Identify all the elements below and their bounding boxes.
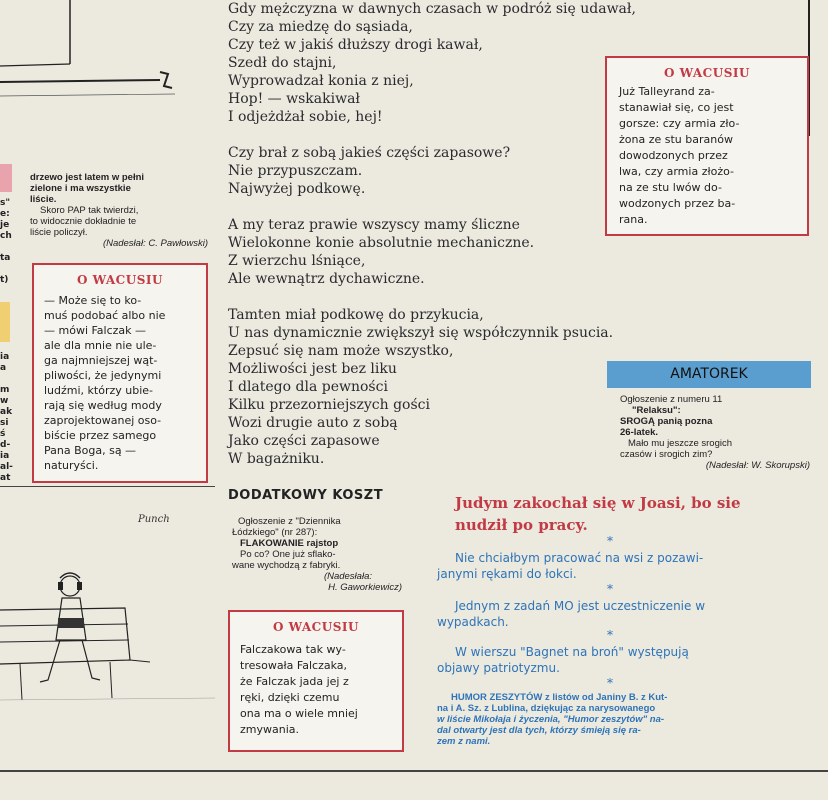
- box-heading: O WACUSIU: [77, 273, 163, 287]
- judym-item-3: W wierszu "Bagnet na broń" występują objawy patriotyzmu.: [437, 645, 689, 675]
- punch-cartoon: [0, 530, 215, 750]
- judym-item-1: Nie chciałbym pracować na wsi z pozawi- janymi rękami do łokci.: [437, 551, 704, 581]
- box-heading: O WACUSIU: [664, 66, 750, 80]
- divider: [0, 486, 215, 487]
- poem: Gdy mężczyzna w dawnych czasach w podróż się udawał, Czy za miedzę do sąsiada, Czy też w jakiś dłuższy drogi kawał, Szedł do stajni, Wyprowadzał konia z niej, Hop! — wskakiwał I odjeżdżał sobie, hej! Czy brał z sobą jakieś części zapasowe? Nie przypuszczam. Najwyżej podkowę. A my teraz prawie wszyscy mamy śliczne Wielokonne konie absolutnie mechaniczne. Z wierzchu lśniące, Ale wewnątrz dychawiczne. Tamten miał podkowę do przykucia, U nas dynamicznie zwiększył się współczynnik psucia. Zepsuć się nam może wszystko, Możliwości jest bez liku I dlatego dla pewności Kilku przezorniejszych gości Wozi drugie auto z sobą Jako części zapasowe W bagażniku.: [228, 1, 636, 467]
- dodatkowy-body: Ogłoszenie z "Dziennika Łódzkiego" (nr 287): FLAKOWANIE rajstop Po co? One już sflako- wane wychodzą z fabryki. (Nadesłała: H. Gaworkiewicz): [232, 516, 402, 593]
- box-body: Już Talleyrand za- stanawiał się, co jest gorsze: czy armia zło- żona ze stu baranów dowodzonych przez lwa, czy armia złożo- na ze stu lwów do- wodzonych przez ba- rana.: [619, 85, 740, 226]
- box-heading: O WACUSIU: [273, 620, 359, 634]
- bottom-rule: [0, 770, 828, 772]
- star-separator: *: [607, 582, 613, 596]
- wacusiu-box-2: [605, 56, 809, 236]
- amatorek-body: Ogłoszenie z numeru 11 "Relaksu": SROGĄ panią pozna 26-latek. Mało mu jeszcze srogich czasów i srogich zim? (Nadesłał: W. Skorupski): [620, 394, 810, 471]
- box-body: — Może się to ko- muś podobać albo nie — mówi Falczak — ale dla mnie nie ule- ga najmniejszej wąt- pliwości, że jedynymi ludźmi, którzy ubie- rają się według mody zaprojektowanej oso- biście przez samego Pana Boga, są — naturyści.: [44, 294, 166, 472]
- wacusiu-box-1: [32, 263, 208, 483]
- wacusiu-box-3: [228, 610, 404, 752]
- star-separator: *: [607, 676, 613, 690]
- judym-item-2: Jednym z zadań MO jest uczestniczenie w wypadkach.: [437, 599, 706, 629]
- humor-zeszytow-footer: HUMOR ZESZYTÓW z listów od Janiny B. z Kut- na i A. Sz. z Lublina, dziękując za narysowanego w liście Mikołaja i życzenia, "Humor zeszytów" na- dal otwarty jest dla tych, którzy śmieją się ra- zem z nami.: [437, 692, 668, 747]
- star-separator: *: [607, 534, 613, 548]
- amatorek-heading: AMATOREK: [607, 361, 811, 388]
- yellow-tab: [0, 302, 10, 342]
- box-body: Falczakowa tak wy- tresowała Falczaka, że Falczak jada jej z ręki, dzięki czemu ona ma o wiele mniej zmywania.: [240, 643, 358, 736]
- left-fragment-text-2: ia a m w ak si ś d- ia al- at: [0, 352, 13, 483]
- drzewo-item: drzewo jest latem w pełni zielone i ma wszystkie liście. Skoro PAP tak twierdzi, to widocznie dokładnie te liście policzył. (Nadesłał: C. Pawłowski): [30, 172, 208, 249]
- dodatkowy-heading: DODATKOWY KOSZT: [228, 488, 384, 503]
- cartoon-fragment-top: [0, 0, 215, 100]
- pink-tab: [0, 164, 12, 192]
- punch-credit: Punch: [138, 514, 170, 525]
- left-fragment-text: s" e: je ch ta t): [0, 198, 12, 285]
- judym-heading: Judym zakochał się w Joasi, bo sie nudził po pracy.: [455, 494, 741, 534]
- star-separator: *: [607, 628, 613, 642]
